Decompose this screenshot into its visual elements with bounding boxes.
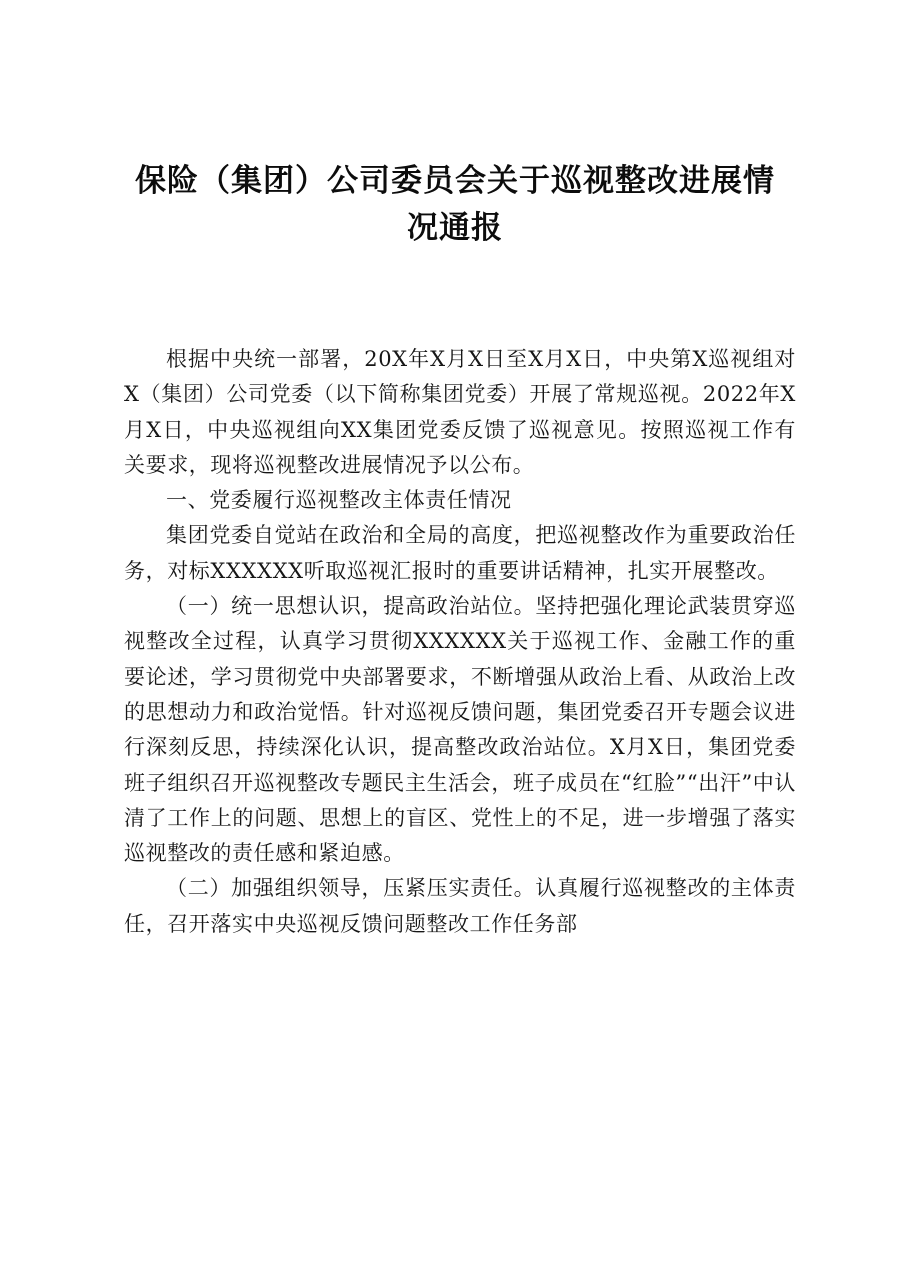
title-line-1: 保险（集团）公司委员会关于巡视整改进展情 [135,163,775,199]
paragraph-section-1: 集团党委自觉站在政治和全局的高度，把巡视整改作为重要政治任务，对标XXXXXX听取巡视汇报时的重要讲话精神，扎实开展整改。 [124,523,796,583]
paragraph-intro: 根据中央统一部署，20X年X月X日至X月X日，中央第X巡视组对X（集团）公司党委（以下简称集团党委）开展了常规巡视。2022年X月X日，中央巡视组向XX集团党委反馈了巡视意见。按照巡视工作有关要求，现将巡视整改进展情况予以公布。 [124,347,796,477]
section-heading-1: 一、党委履行巡视整改主体责任情况 [166,488,512,513]
paragraph-subsection-2: （二）加强组织领导，压紧压实责任。认真履行巡视整改的主体责任，召开落实中央巡视反馈问题整改工作任务部 [124,876,796,936]
document-title [110,158,800,252]
document-body [124,342,796,942]
title-line-2: 况通报 [407,210,503,246]
paragraph-subsection-1: （一）统一思想认识，提高政治站位。坚持把强化理论武装贯穿巡视整改全过程，认真学习贯彻XXXXXX关于巡视工作、金融工作的重要论述，学习贯彻党中央部署要求，不断增强从政治上看、从政治上改的思想动力和政治觉悟。针对巡视反馈问题，集团党委召开专题会议进行深刻反思，持续深化认识，提高整改政治站位。X月X日，集团党委班子组织召开巡视整改专题民主生活会，班子成员在“红脸”“出汗”中认清了工作上的问题、思想上的盲区、党性上的不足，进一步增强了落实巡视整改的责任感和紧迫感。 [124,594,796,866]
